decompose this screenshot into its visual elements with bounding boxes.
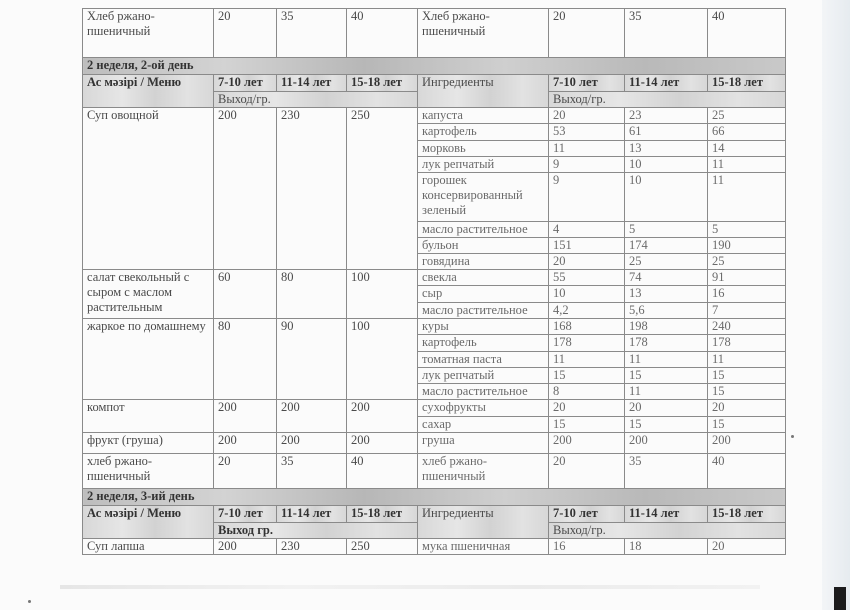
ingredient-value: 11 [708,352,786,368]
ingredient-name: масло растительное [418,222,549,238]
age-header: 11-14 лет [277,506,347,523]
ingredient-value: 35 [625,454,708,489]
yield-value: 200 [277,433,347,454]
yield-value: 80 [277,270,347,319]
ingredient-value: 11 [625,384,708,400]
section-header-row [83,489,786,506]
ingredient-value: 20 [549,400,625,417]
ingredient-value: 91 [708,270,786,286]
age-header: 15-18 лет [347,506,418,523]
ingredient-name: томатная паста [418,352,549,368]
ingredient-name: масло растительное [418,303,549,319]
yield-value: 100 [347,319,418,400]
ingredient-name: сухофрукты [418,400,549,417]
menu-table [82,8,786,555]
ingredient-value: 66 [708,124,786,141]
yield-value: 40 [347,9,418,58]
table-row [83,319,786,335]
ingredient-value: 5 [708,222,786,238]
yield-value: 35 [277,454,347,489]
ingredient-value: 178 [708,335,786,352]
ingredient-value: 13 [625,141,708,157]
yield-value: 200 [214,400,277,433]
table-row [83,539,786,555]
menu-header: Ас мәзірі / Меню [83,506,214,539]
ingredient-name: горошек консервированный зеленый [418,173,549,222]
ingredient-name: груша [418,433,549,454]
ingredient-value: 40 [708,454,786,489]
section-title: 2 неделя, 3-ий день [83,489,786,506]
ingredient-value: 20 [549,108,625,124]
scan-dot [791,435,794,438]
ingredient-value: 198 [625,319,708,335]
ingredient-value: 20 [708,539,786,555]
ingredient-value: 11 [708,173,786,222]
ingredient-value: 20 [549,9,625,58]
dish-name: хлеб ржано-пшеничный [83,454,214,489]
age-header: 7-10 лет [214,75,277,92]
ingredient-name: морковь [418,141,549,157]
ingredient-value: 15 [625,417,708,433]
ingredient-name: куры [418,319,549,335]
ingredient-value: 15 [708,384,786,400]
ingredient-value: 55 [549,270,625,286]
ingredient-name: свекла [418,270,549,286]
yield-value: 250 [347,108,418,270]
age-header: 11-14 лет [625,506,708,523]
ingredient-value: 20 [549,254,625,270]
ingredient-name: сыр [418,286,549,303]
ingredient-value: 10 [625,157,708,173]
ingredient-value: 7 [708,303,786,319]
yield-value: 200 [347,433,418,454]
yield-value: 35 [277,9,347,58]
ingredient-value: 61 [625,124,708,141]
ingredient-value: 200 [708,433,786,454]
ingredient-name: капуста [418,108,549,124]
ingredient-name: хлеб ржано-пшеничный [418,454,549,489]
yield-value: 230 [277,539,347,555]
ingredient-value: 9 [549,173,625,222]
age-header: 15-18 лет [708,75,786,92]
yield-value: 20 [214,9,277,58]
ingredient-value: 25 [708,254,786,270]
column-header-row [83,506,786,523]
ingredient-value: 15 [708,417,786,433]
section-title: 2 неделя, 2-ой день [83,58,786,75]
ingredient-value: 11 [549,141,625,157]
ingredient-value: 11 [549,352,625,368]
ingredient-value: 25 [708,108,786,124]
yield-header: Выход гр. [214,523,418,539]
table-row [83,270,786,286]
ingredient-value: 4 [549,222,625,238]
ingredient-value: 190 [708,238,786,254]
dish-name: фрукт (груша) [83,433,214,454]
ingredient-value: 4,2 [549,303,625,319]
ingredient-value: 178 [625,335,708,352]
dish-name: салат свекольный с сыром с маслом растительным [83,270,214,319]
ingredient-value: 5 [625,222,708,238]
age-header: 11-14 лет [625,75,708,92]
ingredient-name: бульон [418,238,549,254]
ingredient-name: Хлеб ржано-пшеничный [418,9,549,58]
table-row [83,454,786,489]
age-header: 15-18 лет [708,506,786,523]
yield-value: 100 [347,270,418,319]
yield-header: Выход/гр. [549,523,786,539]
column-header-row [83,75,786,92]
scan-edge-shadow [822,0,850,610]
yield-value: 80 [214,319,277,400]
yield-header: Выход/гр. [214,92,418,108]
ingredient-value: 200 [625,433,708,454]
ingredient-value: 20 [625,400,708,417]
ingredient-value: 25 [625,254,708,270]
table-row [83,400,786,417]
ingredient-value: 40 [708,9,786,58]
ingredients-header: Ингредиенты [418,506,549,539]
yield-value: 60 [214,270,277,319]
ingredient-name: лук репчатый [418,368,549,384]
ingredient-value: 53 [549,124,625,141]
yield-header: Выход/гр. [549,92,786,108]
ingredients-header: Ингредиенты [418,75,549,108]
ingredient-value: 15 [549,368,625,384]
yield-value: 200 [347,400,418,433]
table-row [83,9,786,58]
ingredient-value: 18 [625,539,708,555]
menu-header: Ас мәзірі / Меню [83,75,214,108]
ingredient-value: 16 [549,539,625,555]
ingredient-value: 74 [625,270,708,286]
yield-value: 230 [277,108,347,270]
ingredient-value: 20 [549,454,625,489]
scan-smudge [60,585,760,589]
ingredient-value: 11 [625,352,708,368]
ingredient-name: говядина [418,254,549,270]
ingredient-value: 14 [708,141,786,157]
table-row [83,433,786,454]
ingredient-value: 13 [625,286,708,303]
yield-value: 90 [277,319,347,400]
ingredient-value: 23 [625,108,708,124]
ingredient-value: 8 [549,384,625,400]
table-row [83,108,786,124]
age-header: 15-18 лет [347,75,418,92]
yield-value: 200 [214,539,277,555]
yield-value: 20 [214,454,277,489]
scan-mark [834,587,846,610]
ingredient-value: 151 [549,238,625,254]
yield-value: 200 [277,400,347,433]
ingredient-value: 174 [625,238,708,254]
yield-value: 200 [214,433,277,454]
ingredient-value: 10 [625,173,708,222]
ingredient-value: 15 [625,368,708,384]
dish-name: Суп овощной [83,108,214,270]
yield-value: 250 [347,539,418,555]
ingredient-value: 20 [708,400,786,417]
age-header: 7-10 лет [549,75,625,92]
ingredient-value: 240 [708,319,786,335]
ingredient-value: 178 [549,335,625,352]
ingredient-name: масло растительное [418,384,549,400]
ingredient-name: картофель [418,124,549,141]
dish-name: Суп лапша [83,539,214,555]
dish-name: компот [83,400,214,433]
ingredient-name: сахар [418,417,549,433]
ingredient-value: 15 [708,368,786,384]
age-header: 11-14 лет [277,75,347,92]
ingredient-value: 200 [549,433,625,454]
ingredient-value: 5,6 [625,303,708,319]
dish-name: Хлеб ржано-пшеничный [83,9,214,58]
ingredient-value: 11 [708,157,786,173]
yield-value: 40 [347,454,418,489]
ingredient-value: 9 [549,157,625,173]
age-header: 7-10 лет [549,506,625,523]
ingredient-value: 16 [708,286,786,303]
scan-dot [28,600,31,603]
age-header: 7-10 лет [214,506,277,523]
ingredient-name: лук репчатый [418,157,549,173]
section-header-row [83,58,786,75]
ingredient-value: 15 [549,417,625,433]
ingredient-value: 35 [625,9,708,58]
ingredient-value: 10 [549,286,625,303]
ingredient-name: мука пшеничная [418,539,549,555]
dish-name: жаркое по домашнему [83,319,214,400]
yield-value: 200 [214,108,277,270]
ingredient-name: картофель [418,335,549,352]
ingredient-value: 168 [549,319,625,335]
